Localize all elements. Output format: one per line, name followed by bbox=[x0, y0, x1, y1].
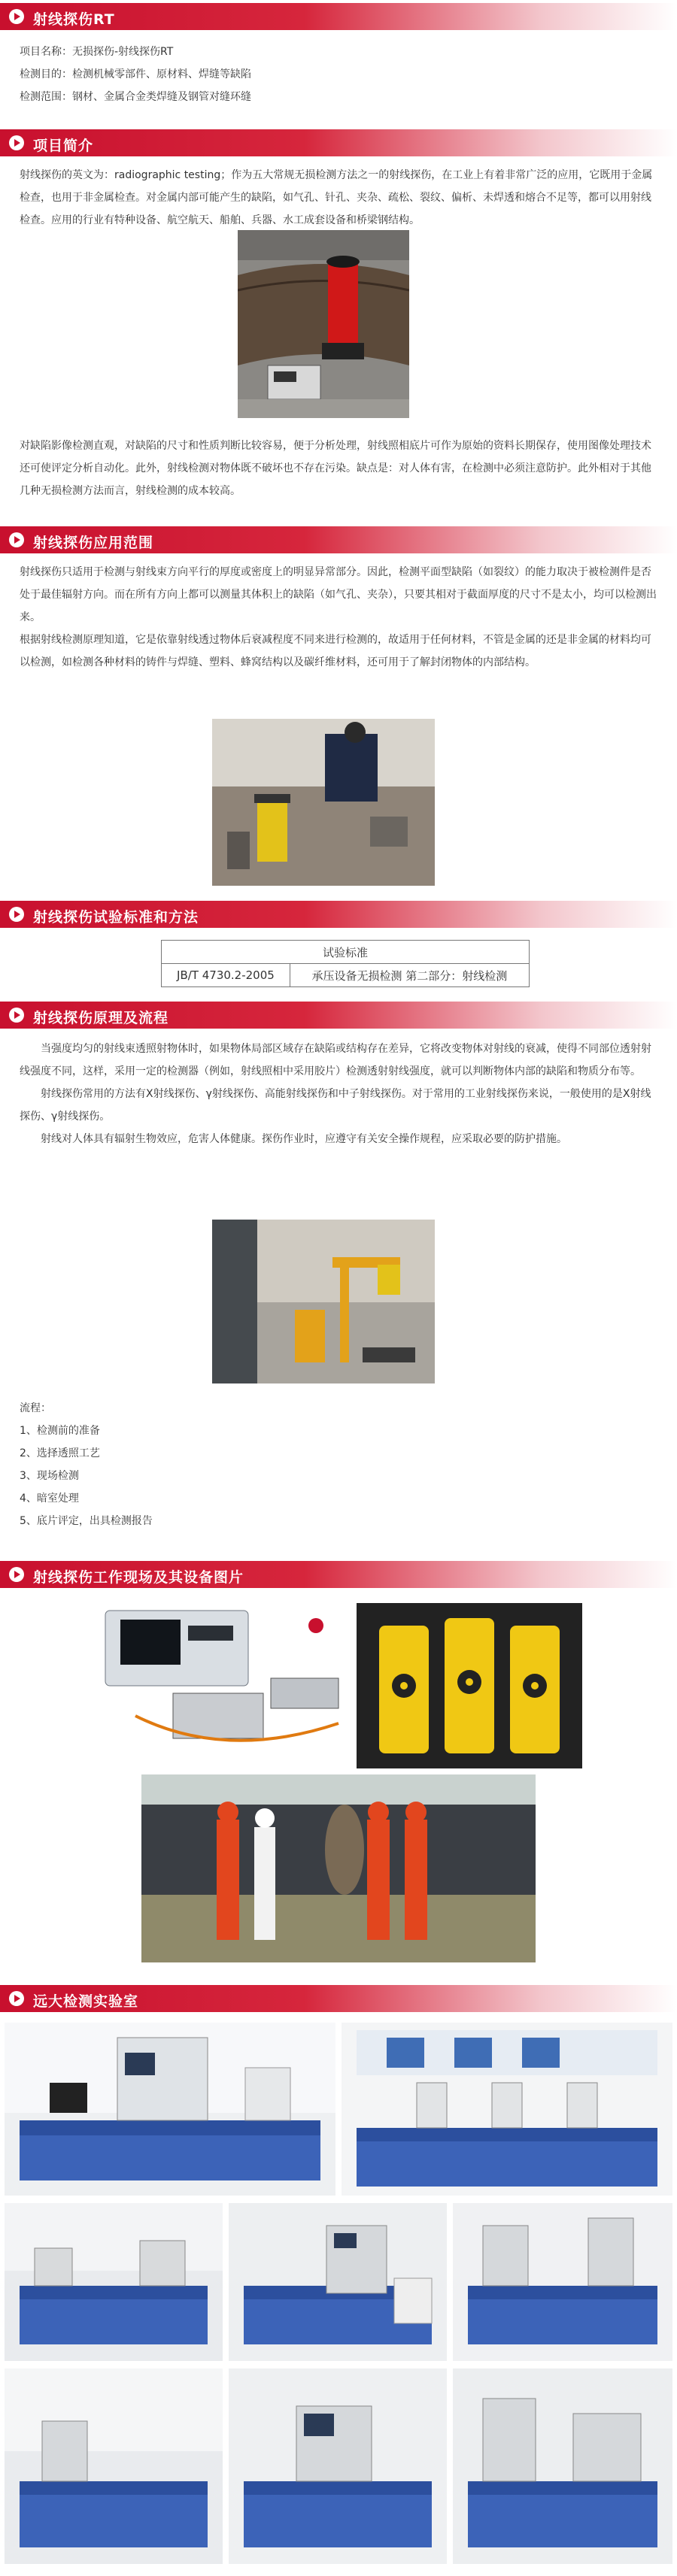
lab-xray-illustration bbox=[212, 1220, 435, 1383]
section-title: 项目简介 bbox=[33, 138, 94, 154]
lab-room-illustration bbox=[342, 2023, 672, 2196]
section-header-equipment bbox=[0, 1561, 677, 1588]
overview-line: 项目名称：无损探伤-射线探伤RT bbox=[20, 46, 174, 58]
section-title: 射线探伤应用范围 bbox=[33, 535, 154, 551]
equipment-control-photo bbox=[90, 1603, 352, 1768]
table-row bbox=[162, 964, 530, 987]
section-header-application bbox=[0, 526, 677, 553]
paragraph: 射线探伤只适用于检测与射线束方向平行的厚度或密度上的明显异常部分。因此，检测平面型缺陷（如裂纹）的能力取决于被检测件是否处于最佳辐射方向。而在所有方向上都可以测量其体积上的缺陷（如气孔、夹杂），只要其相对于截面厚度的尺寸不是太小，均可以检测出来。 bbox=[20, 566, 657, 623]
section-title: 射线探伤RT bbox=[33, 11, 115, 28]
paragraph: 当强度均匀的射线束透照射物体时，如果物体局部区域存在缺陷或结构存在差异，它将改变物体对射线的衰减，使得不同部位透射射线强度不同，这样，采用一定的检测器（例如，射线照相中采用胶片）检测透射射线强度，就可以判断物体内部的缺陷和物质分布等。 bbox=[20, 1043, 651, 1077]
standard-name: 承压设备无损检测 第二部分：射线检测 bbox=[290, 964, 529, 987]
table-header: 试验标准 bbox=[162, 941, 530, 964]
principle-text bbox=[20, 1038, 660, 1150]
flow-step: 2、选择透照工艺 bbox=[20, 1447, 100, 1459]
lab-room-illustration bbox=[229, 2203, 447, 2361]
lab-photo-7 bbox=[229, 2368, 447, 2564]
flow-list bbox=[20, 1397, 660, 1532]
section-title: 射线探伤原理及流程 bbox=[33, 1010, 169, 1026]
arrow-circle-icon bbox=[9, 1991, 24, 2006]
lab-photo-1 bbox=[5, 2023, 335, 2196]
section-title: 远大检测实验室 bbox=[33, 1993, 139, 2010]
overview-line: 检测范围：钢材、金属合金类焊缝及钢管对缝环缝 bbox=[20, 91, 251, 103]
arrow-circle-icon bbox=[9, 907, 24, 922]
arrow-circle-icon bbox=[9, 1008, 24, 1023]
lab-xray-photo bbox=[212, 1220, 435, 1383]
lab-photo-2 bbox=[342, 2023, 672, 2196]
lab-photo-5 bbox=[453, 2203, 672, 2361]
pipeline-field-photo bbox=[141, 1774, 536, 1962]
paragraph: 射线对人体具有辐射生物效应，危害人体健康。探伤作业时，应遵守有关安全操作规程，应采取必要的防护措施。 bbox=[41, 1133, 567, 1145]
flow-step: 4、暗室处理 bbox=[20, 1493, 79, 1505]
section-header-standard bbox=[0, 901, 677, 928]
intro-text bbox=[20, 164, 660, 232]
lab-photo-3 bbox=[5, 2203, 223, 2361]
field-inspection-illustration bbox=[212, 719, 435, 886]
paragraph: 对缺陷影像检测直观，对缺陷的尺寸和性质判断比较容易，便于分析处理，射线照相底片可作为原始的资料长期保存，使用图像处理技术还可使评定分析自动化。此外，射线检测对物体既不破坏也不存在污染。缺点是：对人体有害，在检测中必须注意防护。此外相对于其他几种无损检测方法而言，射线检测的成本较高。 bbox=[20, 440, 651, 497]
section-title: 射线探伤试验标准和方法 bbox=[33, 909, 199, 926]
lab-room-illustration bbox=[453, 2203, 672, 2361]
lab-room-illustration bbox=[229, 2368, 447, 2564]
lab-photo-8 bbox=[453, 2368, 672, 2564]
flow-step: 5、底片评定，出具检测报告 bbox=[20, 1515, 153, 1527]
application-text bbox=[20, 561, 660, 674]
yellow-tubes-illustration bbox=[357, 1603, 582, 1768]
flow-step: 3、现场检测 bbox=[20, 1470, 79, 1482]
paragraph: 射线探伤常用的方法有X射线探伤、γ射线探伤、高能射线探伤和中子射线探伤。对于常用的工业射线探伤来说，一般使用的是X射线探伤、γ射线探伤。 bbox=[20, 1088, 651, 1123]
paragraph: 射线探伤的英文为：radiographic testing；作为五大常规无损检测方法之一的射线探伤，在工业上有着非常广泛的应用，它既用于金属检查，也用于非金属检查。对金属内部可能产生的缺陷，如气孔、针孔、夹杂、疏松、裂纹、偏析、未焊透和熔合不足等，都可以用射线检查。应用的行业有特种设备、航空航天、船舶、兵器、水工成套设备和桥梁钢结构。 bbox=[20, 169, 653, 226]
arrow-circle-icon bbox=[9, 532, 24, 547]
standard-code: JB/T 4730.2-2005 bbox=[162, 964, 290, 987]
field-inspection-photo bbox=[212, 719, 435, 886]
section-header-principle bbox=[0, 1002, 677, 1029]
intro-text-2 bbox=[20, 435, 660, 502]
xray-machine-illustration bbox=[238, 230, 409, 418]
arrow-circle-icon bbox=[9, 9, 24, 24]
section-title: 射线探伤工作现场及其设备图片 bbox=[33, 1569, 244, 1586]
arrow-circle-icon bbox=[9, 135, 24, 150]
flow-title: 流程： bbox=[20, 1402, 51, 1414]
flow-step: 1、检测前的准备 bbox=[20, 1425, 100, 1437]
xray-machine-photo bbox=[238, 230, 409, 418]
paragraph: 根据射线检测原理知道，它是依靠射线透过物体后衰减程度不同来进行检测的，故适用于任何材料，不管是金属的还是非金属的材料均可以检测，如检测各种材料的铸件与焊缝、塑料、蜂窝结构以及碳纤维材料，还可用于了解封闭物体的内部结构。 bbox=[20, 634, 651, 668]
control-box-illustration bbox=[90, 1603, 352, 1768]
lab-room-illustration bbox=[5, 2203, 223, 2361]
standard-table bbox=[161, 940, 530, 987]
lab-room-illustration bbox=[453, 2368, 672, 2564]
lab-room-illustration bbox=[5, 2023, 335, 2196]
table-row bbox=[162, 941, 530, 964]
lab-photo-4 bbox=[229, 2203, 447, 2361]
pipeline-workers-illustration bbox=[141, 1774, 536, 1962]
xray-tubes-photo bbox=[357, 1603, 582, 1768]
section-header-lab bbox=[0, 1985, 677, 2012]
lab-photo-6 bbox=[5, 2368, 223, 2564]
overview-line: 检测目的：检测机械零部件、原材料、焊缝等缺陷 bbox=[20, 68, 251, 80]
section-header-rt bbox=[0, 3, 677, 30]
overview-block bbox=[20, 41, 660, 108]
section-header-intro bbox=[0, 129, 677, 156]
lab-room-illustration bbox=[5, 2368, 223, 2564]
arrow-circle-icon bbox=[9, 1567, 24, 1582]
